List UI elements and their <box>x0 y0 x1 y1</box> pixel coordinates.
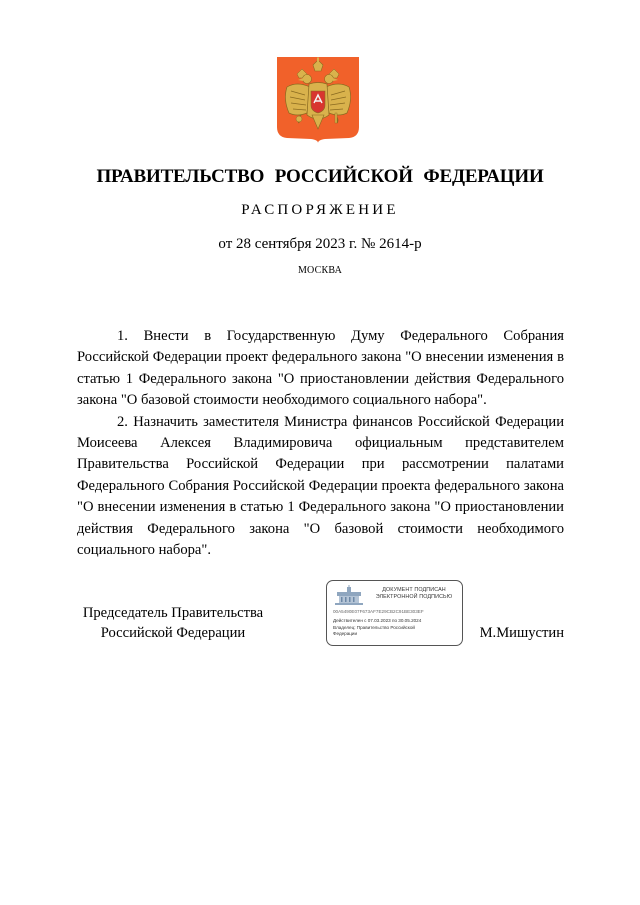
coat-of-arms-icon <box>277 57 359 143</box>
signatory-position <box>77 603 269 643</box>
stamp-heading-line-1: ДОКУМЕНТ ПОДПИСАН <box>382 587 446 593</box>
signatory-position-line-2: Российской Федерации <box>100 625 246 641</box>
government-building-icon <box>333 585 365 607</box>
signer-name: М.Мишустин <box>479 625 564 641</box>
signatory-position-line-1: Председатель Правительства <box>82 605 264 621</box>
stamp-owner-line-2: Федерации <box>333 631 358 636</box>
stamp-owner-line-1: Владелец: Правительство Российской <box>333 625 415 630</box>
electronic-signature-stamp <box>326 580 463 646</box>
document-type: РАСПОРЯЖЕНИЕ <box>241 202 399 218</box>
stamp-validity: Действителен с 07.03.2023 по 30.05.2024 <box>333 618 422 623</box>
government-title: ПРАВИТЕЛЬСТВО РОССИЙСКОЙ ФЕДЕРАЦИИ <box>96 166 544 187</box>
document-body <box>77 326 564 561</box>
document-city: МОСКВА <box>297 265 343 276</box>
stamp-heading-line-2: ЭЛЕКТРОННОЙ ПОДПИСЬЮ <box>375 594 453 600</box>
stamp-owner <box>333 625 461 637</box>
paragraph-2: 2. Назначить заместителя Министра финансов Российской Федерации Моисеева Алексея Владимировича официальным представителем Правительства Российской Федерации при рассмотрении палатами Федерального Собрания Российской Федерации проекта федерального закона "О внесении изменения в статью 1 Федерального закона "О приостановлении действия Федерального закона "О базовой стоимости необходимого социального набора". <box>77 413 564 559</box>
document-date-number: от 28 сентября 2023 г. № 2614-р <box>218 236 422 252</box>
paragraph-1: 1. Внести в Государственную Думу Федерального Собрания Российской Федерации проект федерального закона "О внесении изменения в статью 1 Федерального закона "О приостановлении действия Федерального закона "О базовой стоимости необходимого социального набора". <box>77 328 564 409</box>
stamp-certificate: 00A5490E07F673AF7E29CB2C91BE303EF <box>333 609 424 614</box>
stamp-heading <box>367 587 461 601</box>
